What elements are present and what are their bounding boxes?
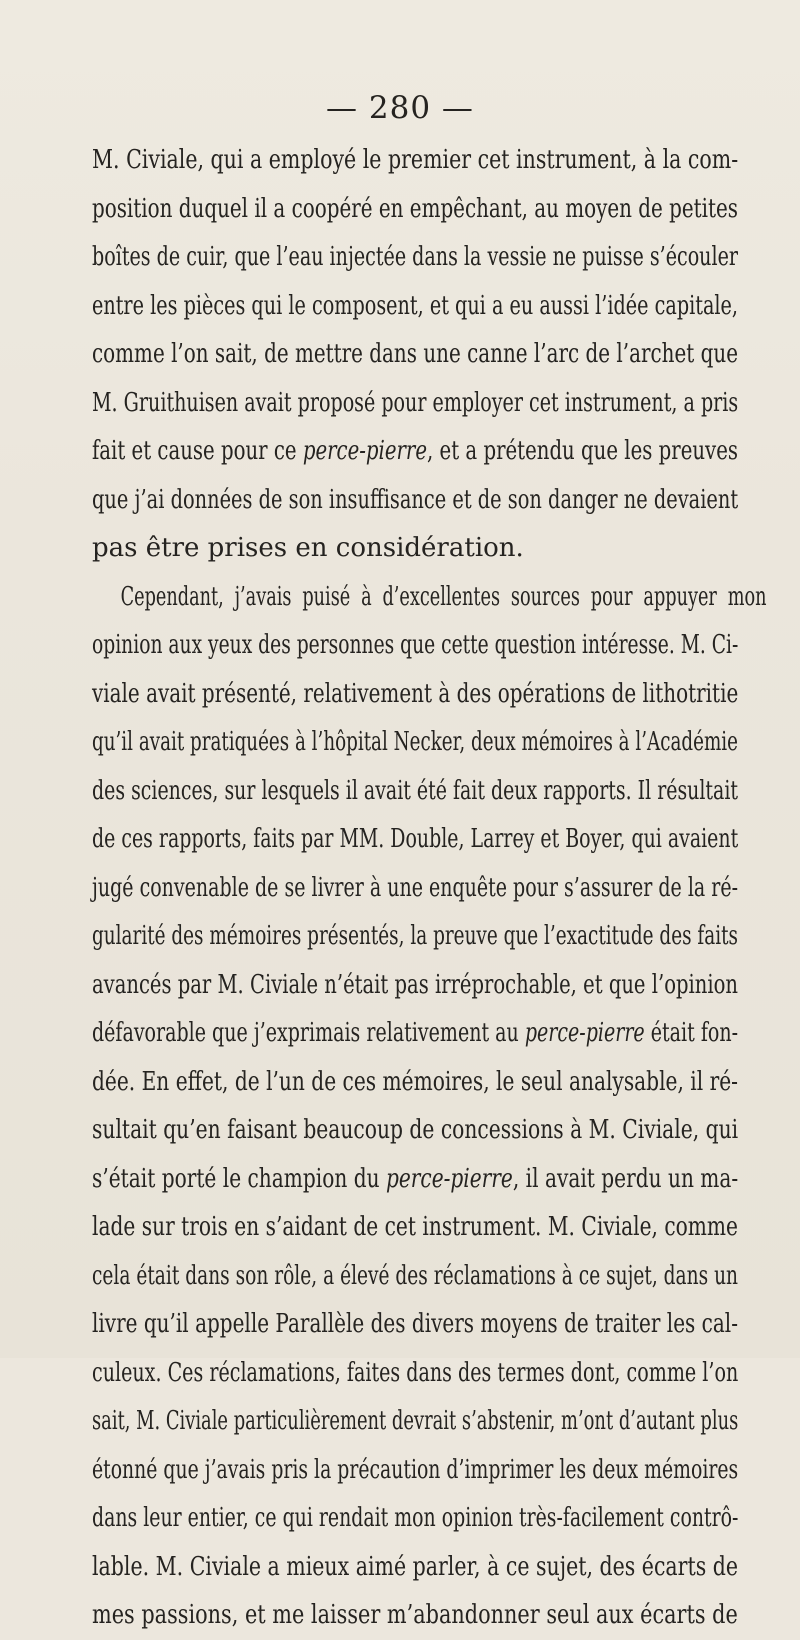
text-line: jugé convenable de se livrer à une enquête pour s’assurer de la ré- xyxy=(92,872,739,903)
text-line: s’était porté le champion du perce-pierre, il avait perdu un ma- xyxy=(92,1163,739,1194)
text-line: que j’ai données de son insuffisance et de son danger ne devaient xyxy=(92,484,739,515)
text-line: entre les pièces qui le composent, et qui a eu aussi l’idée capitale, xyxy=(92,290,739,321)
text-line: position duquel il a coopéré en empêchant, au moyen de petites xyxy=(92,193,738,224)
text-line: avancés par M. Civiale n’était pas irréprochable, et que l’opinion xyxy=(92,969,738,1000)
text-line: lable. M. Civiale a mieux aimé parler, à ce sujet, des écarts de xyxy=(92,1551,739,1582)
text-line: gularité des mémoires présentés, la preuve que l’exactitude des faits xyxy=(92,921,738,951)
text-line: comme l’on sait, de mettre dans une canne l’arc de l’archet que xyxy=(92,339,739,369)
text-line: M. Civiale, qui a employé le premier cet instrument, à la com- xyxy=(92,145,739,175)
text-line: pas être prises en considération. xyxy=(92,533,524,563)
text-line: défavorable que j’exprimais relativement au perce-pierre était fon- xyxy=(92,1018,739,1048)
text-line: des sciences, sur lesquels il avait été fait deux rapports. Il résultait xyxy=(92,775,739,806)
text-line: boîtes de cuir, que l’eau injectée dans la vessie ne puisse s’écouler xyxy=(92,242,739,272)
text-line: M. Gruithuisen avait proposé pour employer cet instrument, a pris xyxy=(92,387,739,418)
text-line: culeux. Ces réclamations, faites dans des termes dont, comme l’on xyxy=(92,1357,739,1388)
text-line: fait et cause pour ce perce-pierre, et a prétendu que les preuves xyxy=(92,436,738,466)
text-line: sait, M. Civiale particulièrement devrait s’abstenir, m’ont d’autant plus xyxy=(92,1406,739,1436)
text-line: viale avait présenté, relativement à des opérations de lithotritie xyxy=(92,678,739,709)
text-line: dée. En effet, de l’un de ces mémoires, le seul analysable, il ré- xyxy=(92,1066,738,1097)
body-text xyxy=(92,136,767,1640)
text-line: étonné que j’avais pris la précaution d’imprimer les deux mémoires xyxy=(92,1454,739,1485)
text-line: de ces rapports, faits par MM. Double, Larrey et Boyer, qui avaient xyxy=(92,824,739,854)
text-line: opinion aux yeux des personnes que cette question intéresse. M. Ci- xyxy=(92,630,739,660)
text-line: qu’il avait pratiquées à l’hôpital Necker, deux mémoires à l’Académie xyxy=(92,727,738,757)
text-line: lade sur trois en s’aidant de cet instrument. M. Civiale, comme xyxy=(92,1212,738,1242)
text-line: dans leur entier, ce qui rendait mon opinion très-facilement contrô- xyxy=(92,1503,739,1533)
text-line: Cependant, j’avais puisé à d’excellentes sources pour appuyer mon xyxy=(120,581,767,612)
text-line: cela était dans son rôle, a élevé des réclamations à ce sujet, dans un xyxy=(92,1260,738,1291)
text-line: livre qu’il appelle Parallèle des divers moyens de traiter les cal- xyxy=(92,1309,738,1339)
text-line: mes passions, et me laisser m’abandonner seul aux écarts de xyxy=(92,1600,738,1630)
text-line: sultait qu’en faisant beaucoup de concessions à M. Civiale, qui xyxy=(92,1115,739,1145)
page-number: — 280 — xyxy=(326,90,474,126)
